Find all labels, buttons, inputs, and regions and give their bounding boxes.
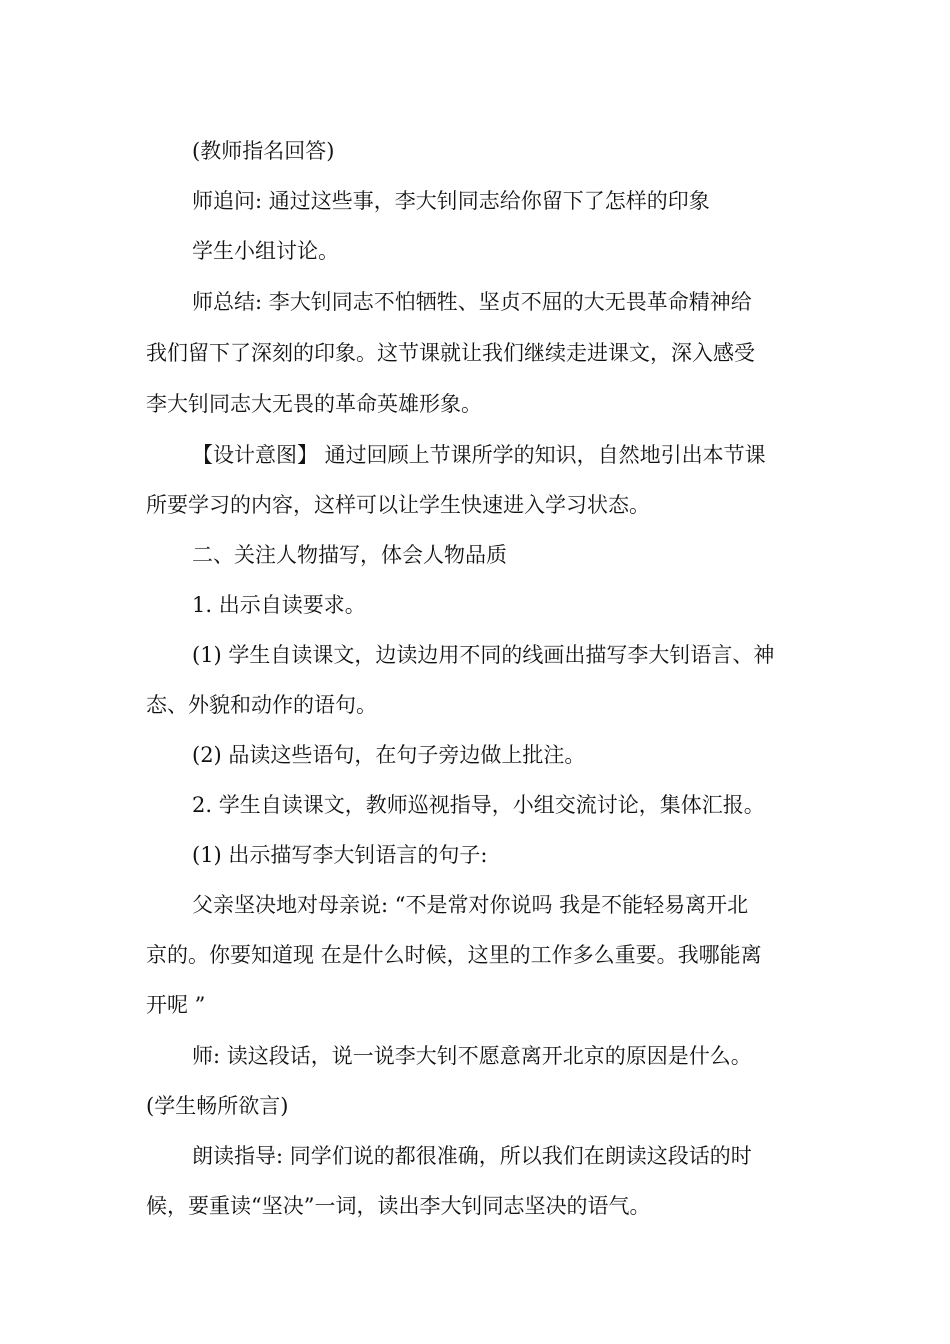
text-line: (1) 出示描写李大钊语言的句子:: [192, 843, 488, 867]
section-heading: 二、关注人物描写，体会人物品质: [192, 543, 507, 567]
text-line: 朗读指导: 同学们说的都很准确，所以我们在朗读这段话的时: [192, 1144, 752, 1168]
text-line: (学生畅所欲言): [146, 1094, 289, 1118]
quote-line: 京的。你要知道现 在是什么时候，这里的工作多么重要。我哪能离: [146, 943, 762, 967]
text-line: 态、外貌和动作的语句。: [146, 693, 377, 717]
text-line: 所要学习的内容，这样可以让学生快速进入学习状态。: [146, 493, 650, 517]
text-line: 李大钊同志大无畏的革命英雄形象。: [146, 392, 482, 416]
text-line: 师: 读这段话，说一说李大钊不愿意离开北京的原因是什么。: [192, 1044, 752, 1068]
quote-line: 父亲坚决地对母亲说: “不是常对你说吗 我是不能轻易离开北: [192, 893, 749, 917]
text-line: 我们留下了深刻的印象。这节课就让我们继续走进课文，深入感受: [146, 341, 755, 365]
quote-line: 开呢 ”: [146, 993, 206, 1017]
text-line: 1. 出示自读要求。: [192, 593, 366, 617]
text-line: 2. 学生自读课文，教师巡视指导，小组交流讨论，集体汇报。: [192, 793, 765, 817]
text-line: 师追问: 通过这些事，李大钊同志给你留下了怎样的印象: [192, 189, 710, 213]
text-line: 学生小组讨论。: [192, 239, 339, 263]
text-line: (2) 品读这些语句，在句子旁边做上批注。: [192, 743, 586, 767]
text-line: (1) 学生自读课文，边读边用不同的线画出描写李大钊语言、神: [192, 643, 775, 667]
text-line: 候，要重读“坚决”一词，读出李大钊同志坚决的语气。: [146, 1194, 651, 1218]
design-intent-line: 【设计意图】 通过回顾上节课所学的知识，自然地引出本节课: [192, 443, 766, 467]
text-line: 师总结: 李大钊同志不怕牺牲、坚贞不屈的大无畏革命精神给: [192, 290, 752, 314]
text-line: (教师指名回答): [192, 139, 335, 163]
